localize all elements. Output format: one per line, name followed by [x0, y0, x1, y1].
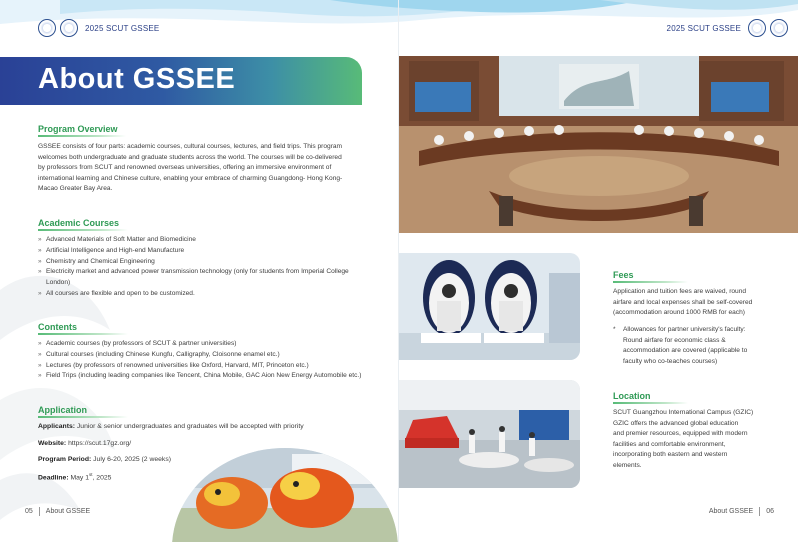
- deadline-label: Deadline:: [38, 474, 69, 482]
- list-item: » Cultural courses (including Chinese Kungfu, Calligraphy, Cloisonne enamel etc.): [38, 350, 383, 361]
- overview-line: welcomes both undergraduate and graduate students across the world. The courses will be co-delivered: [38, 153, 342, 161]
- footer-separator: [39, 507, 40, 516]
- program-overview-text: [38, 142, 378, 195]
- location-line: facilities and comfortable environment,: [613, 440, 726, 448]
- list-item: » Academic courses (by professors of SCUT & partner universities): [38, 339, 383, 350]
- program-period-line: [38, 456, 171, 463]
- fees-note: [613, 325, 788, 367]
- list-item: » Advanced Materials of Soft Matter and Biomedicine: [38, 235, 383, 246]
- location-line: SCUT Guangzhou International Campus (GZIC): [613, 409, 754, 416]
- deadline-ordinal: st: [89, 472, 93, 477]
- contents-heading: Contents: [38, 322, 77, 332]
- list-item: » Chemistry and Chemical Engineering: [38, 257, 383, 268]
- list-item: » All courses are flexible and open to be customized.: [38, 289, 383, 300]
- location-line: GZIC offers the advanced global education: [613, 419, 739, 427]
- note-marker: *: [613, 326, 616, 333]
- contents-list: [38, 339, 383, 382]
- fees-line: Application and tuition fees are waived, round: [613, 288, 747, 295]
- section-rule: [38, 416, 128, 418]
- header-title-right: 2025 SCUT GSSEE: [666, 23, 741, 33]
- school-emblem-icon: [770, 19, 788, 37]
- application-heading: Application: [38, 405, 87, 415]
- academic-courses-list: [38, 235, 383, 300]
- overview-line: by professors from SCUT and renowned overseas universities, offering an immersive environment of: [38, 164, 332, 171]
- section-rule: [38, 229, 128, 231]
- header-right: [667, 17, 788, 39]
- school-emblem-icon: [60, 19, 78, 37]
- footer-right: [709, 507, 774, 516]
- footer-label: About GSSEE: [708, 508, 754, 515]
- lion-dance-photo: [172, 448, 398, 542]
- location-text: [613, 408, 788, 471]
- deadline-line: [38, 472, 111, 481]
- applicants-label: Applicants:: [38, 423, 76, 430]
- section-rule: [613, 281, 688, 283]
- program-period-value: July 6-20, 2025 (2 weeks): [93, 456, 171, 463]
- note-line: faculty who co-teaches courses): [623, 357, 718, 365]
- fees-line: (accommodation around 1000 RMB for each): [613, 309, 745, 316]
- overview-line: Macao Greater Bay Area.: [38, 185, 113, 192]
- footer-label: About GSSEE: [45, 508, 91, 515]
- deadline-value: May 1: [70, 474, 89, 482]
- note-line: accommodation are covered (applicable to: [623, 347, 748, 354]
- fees-heading: Fees: [613, 270, 634, 280]
- website-link[interactable]: https://scut.17gz.org/: [68, 440, 132, 447]
- applicants-line: [38, 423, 304, 430]
- website-label: Website:: [38, 440, 67, 447]
- location-line: elements.: [613, 461, 642, 469]
- overview-line: GSSEE consists of four parts: academic courses, cultural courses, lectures, and field trips. This program: [38, 143, 343, 150]
- deadline-year: , 2025: [92, 474, 112, 482]
- list-item: » Artificial Intelligence and High-end Manufacture: [38, 246, 383, 257]
- page-title: About GSSEE: [38, 63, 236, 95]
- page-number: 05: [25, 508, 33, 515]
- section-rule: [613, 402, 688, 404]
- meeting-room-photo: [399, 56, 798, 233]
- page-number: 06: [766, 508, 774, 515]
- note-line: Allowances for partner university's faculty:: [623, 326, 746, 333]
- program-overview-heading: Program Overview: [38, 124, 118, 134]
- footer-left: [25, 507, 90, 516]
- program-period-label: Program Period:: [38, 456, 92, 463]
- section-rule: [38, 135, 126, 137]
- car-exhibition-photo: [399, 380, 580, 488]
- location-line: incorporating both eastern and western: [613, 451, 728, 458]
- location-heading: Location: [613, 391, 651, 401]
- footer-separator: [759, 507, 760, 516]
- list-item: » Lectures (by professors of renowned universities like Oxford, Harvard, MIT, Princeton etc.): [38, 361, 383, 372]
- overview-line: international learning and Chinese culture, enabling your embrace of charming Guangdong- Hong Kong-: [38, 174, 343, 182]
- applicants-value: Junior & senior undergraduates and graduates will be accepted with priority: [76, 423, 304, 430]
- fees-text: [613, 287, 788, 319]
- header-title-left: 2025 SCUT GSSEE: [85, 23, 160, 33]
- header-left: [38, 17, 159, 39]
- list-item: » Electricity market and advanced power transmission technology (only for students from Imperial College: [38, 267, 383, 278]
- note-line: Round airfare for economic class &: [623, 336, 726, 344]
- academic-courses-heading: Academic Courses: [38, 218, 120, 228]
- scut-logo-icon: [38, 19, 56, 37]
- vr-experience-photo: [399, 253, 580, 360]
- section-rule: [38, 333, 128, 335]
- location-line: and premier resources, equipped with modern: [613, 430, 748, 437]
- fees-line: airfare and local expenses shall be self-covered: [613, 298, 753, 306]
- scut-logo-icon: [748, 19, 766, 37]
- list-item: » Field Trips (including leading companies like Tencent, China Mobile, GAC Aion New Energy Automobile etc.): [38, 371, 383, 382]
- website-line: [38, 440, 131, 447]
- list-item: London): [46, 279, 71, 287]
